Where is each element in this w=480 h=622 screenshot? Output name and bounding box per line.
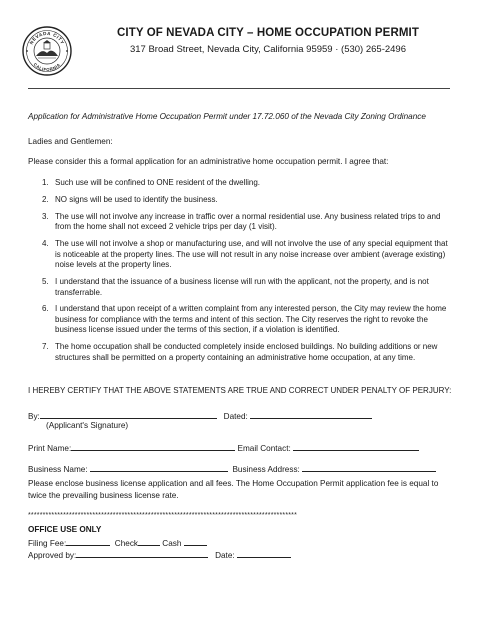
business-address-label: Business Address: bbox=[232, 465, 300, 474]
form-title: CITY OF NEVADA CITY – HOME OCCUPATION PERMIT bbox=[117, 27, 419, 39]
by-label: By: bbox=[28, 412, 40, 421]
approval-date-label: Date: bbox=[215, 551, 235, 560]
print-name-label: Print Name: bbox=[28, 444, 72, 453]
email-contact-field[interactable] bbox=[293, 442, 419, 451]
condition-number: 5. bbox=[42, 276, 49, 286]
business-name-field[interactable] bbox=[90, 463, 228, 472]
cash-label: Cash bbox=[162, 539, 182, 548]
condition-number: 4. bbox=[42, 238, 49, 248]
approved-by-label: Approved by: bbox=[28, 551, 77, 560]
dated-label: Dated: bbox=[223, 412, 248, 421]
check-field[interactable] bbox=[138, 537, 160, 546]
city-address: 317 Broad Street, Nevada City, California 95959 · (530) 265-2496 bbox=[129, 44, 406, 55]
filing-fee-row bbox=[28, 537, 207, 548]
condition-text: I understand that upon receipt of a written complaint from any interested person, the City may review the home business for compliance with the terms and intent of this section. The City reserves the right to revoke the business license issued under the terms of this section, if a violation is identified. bbox=[55, 304, 447, 335]
condition-text: The use will not involve any increase in traffic over a normal residential use. Any business related trips to and from the home shall not exceed 2 vehicle trips per day (1 visit). bbox=[55, 211, 441, 232]
print-name-field[interactable] bbox=[71, 442, 235, 451]
condition-text: I understand that the issuance of a business license will run with the applicant, not the property, and is not transferrable. bbox=[55, 276, 429, 297]
approved-by-field[interactable] bbox=[76, 549, 208, 558]
condition-item bbox=[28, 342, 454, 363]
office-use-heading: OFFICE USE ONLY bbox=[28, 525, 102, 534]
condition-number: 3. bbox=[42, 211, 49, 221]
office-separator: ******************************************************************************************** bbox=[28, 512, 298, 519]
condition-number: 7. bbox=[42, 342, 49, 352]
condition-item bbox=[28, 212, 454, 233]
applicant-signature-field[interactable] bbox=[40, 410, 217, 419]
condition-item bbox=[28, 195, 454, 206]
certification-statement: I HEREBY CERTIFY THAT THE ABOVE STATEMENTS ARE TRUE AND CORRECT UNDER PENALTY OF PERJURY: bbox=[28, 386, 452, 395]
check-label: Check bbox=[114, 539, 139, 548]
fee-note: Please enclose business license application and all fees. The Home Occupation Permit application fee is equal to twice the prevailing business license rate. bbox=[28, 479, 439, 500]
condition-text: Such use will be confined to ONE resident of the dwelling. bbox=[55, 178, 261, 187]
seal-bottom-text: CALIFORNIA bbox=[32, 61, 62, 73]
application-intro: Application for Administrative Home Occupation Permit under 17.72.060 of the Nevada City Zoning Ordinance bbox=[28, 112, 426, 121]
header-divider bbox=[28, 88, 450, 89]
dated-field[interactable] bbox=[250, 410, 372, 419]
salutation: Ladies and Gentlemen: bbox=[28, 137, 113, 146]
signature-row bbox=[28, 410, 372, 421]
condition-item bbox=[28, 277, 454, 298]
condition-text: NO signs will be used to identify the business. bbox=[55, 194, 218, 204]
condition-item bbox=[28, 304, 454, 336]
condition-text: The home occupation shall be conducted completely inside enclosed buildings. No building additions or new structures shall be permitted on a property containing an administrative home occupation, at any time. bbox=[55, 342, 438, 362]
business-address-field[interactable] bbox=[302, 463, 436, 472]
svg-text:CALIFORNIA bbox=[33, 62, 62, 72]
filing-fee-field[interactable] bbox=[66, 537, 110, 546]
cash-field[interactable] bbox=[184, 537, 207, 546]
condition-number: 1. bbox=[42, 178, 49, 187]
seal-top-text: NEVADA CITY bbox=[28, 30, 66, 46]
print-email-row bbox=[28, 442, 419, 453]
filing-fee-label: Filing Fee: bbox=[28, 539, 67, 548]
condition-text: The use will not involve a shop or manufacturing use, and will not involve the use of any special equipment that is noticeable at the property lines. The use will not result in any noise increase over ambient (average existing) noise levels at the property lines. bbox=[55, 238, 448, 270]
condition-number: 6. bbox=[42, 304, 49, 314]
signature-note: (Applicant's Signature) bbox=[46, 421, 129, 430]
condition-item bbox=[28, 239, 454, 271]
approval-row bbox=[28, 549, 291, 560]
condition-number: 2. bbox=[42, 194, 49, 204]
business-name-label: Business Name: bbox=[28, 465, 88, 474]
condition-item bbox=[28, 178, 454, 189]
conditions-list bbox=[28, 178, 454, 370]
city-seal-icon bbox=[22, 26, 72, 76]
email-contact-label: Email Contact: bbox=[237, 444, 291, 453]
application-statement: Please consider this a formal application for an administrative home occupation permit. I agree that: bbox=[28, 157, 389, 166]
business-row bbox=[28, 463, 436, 474]
approval-date-field[interactable] bbox=[237, 549, 291, 558]
